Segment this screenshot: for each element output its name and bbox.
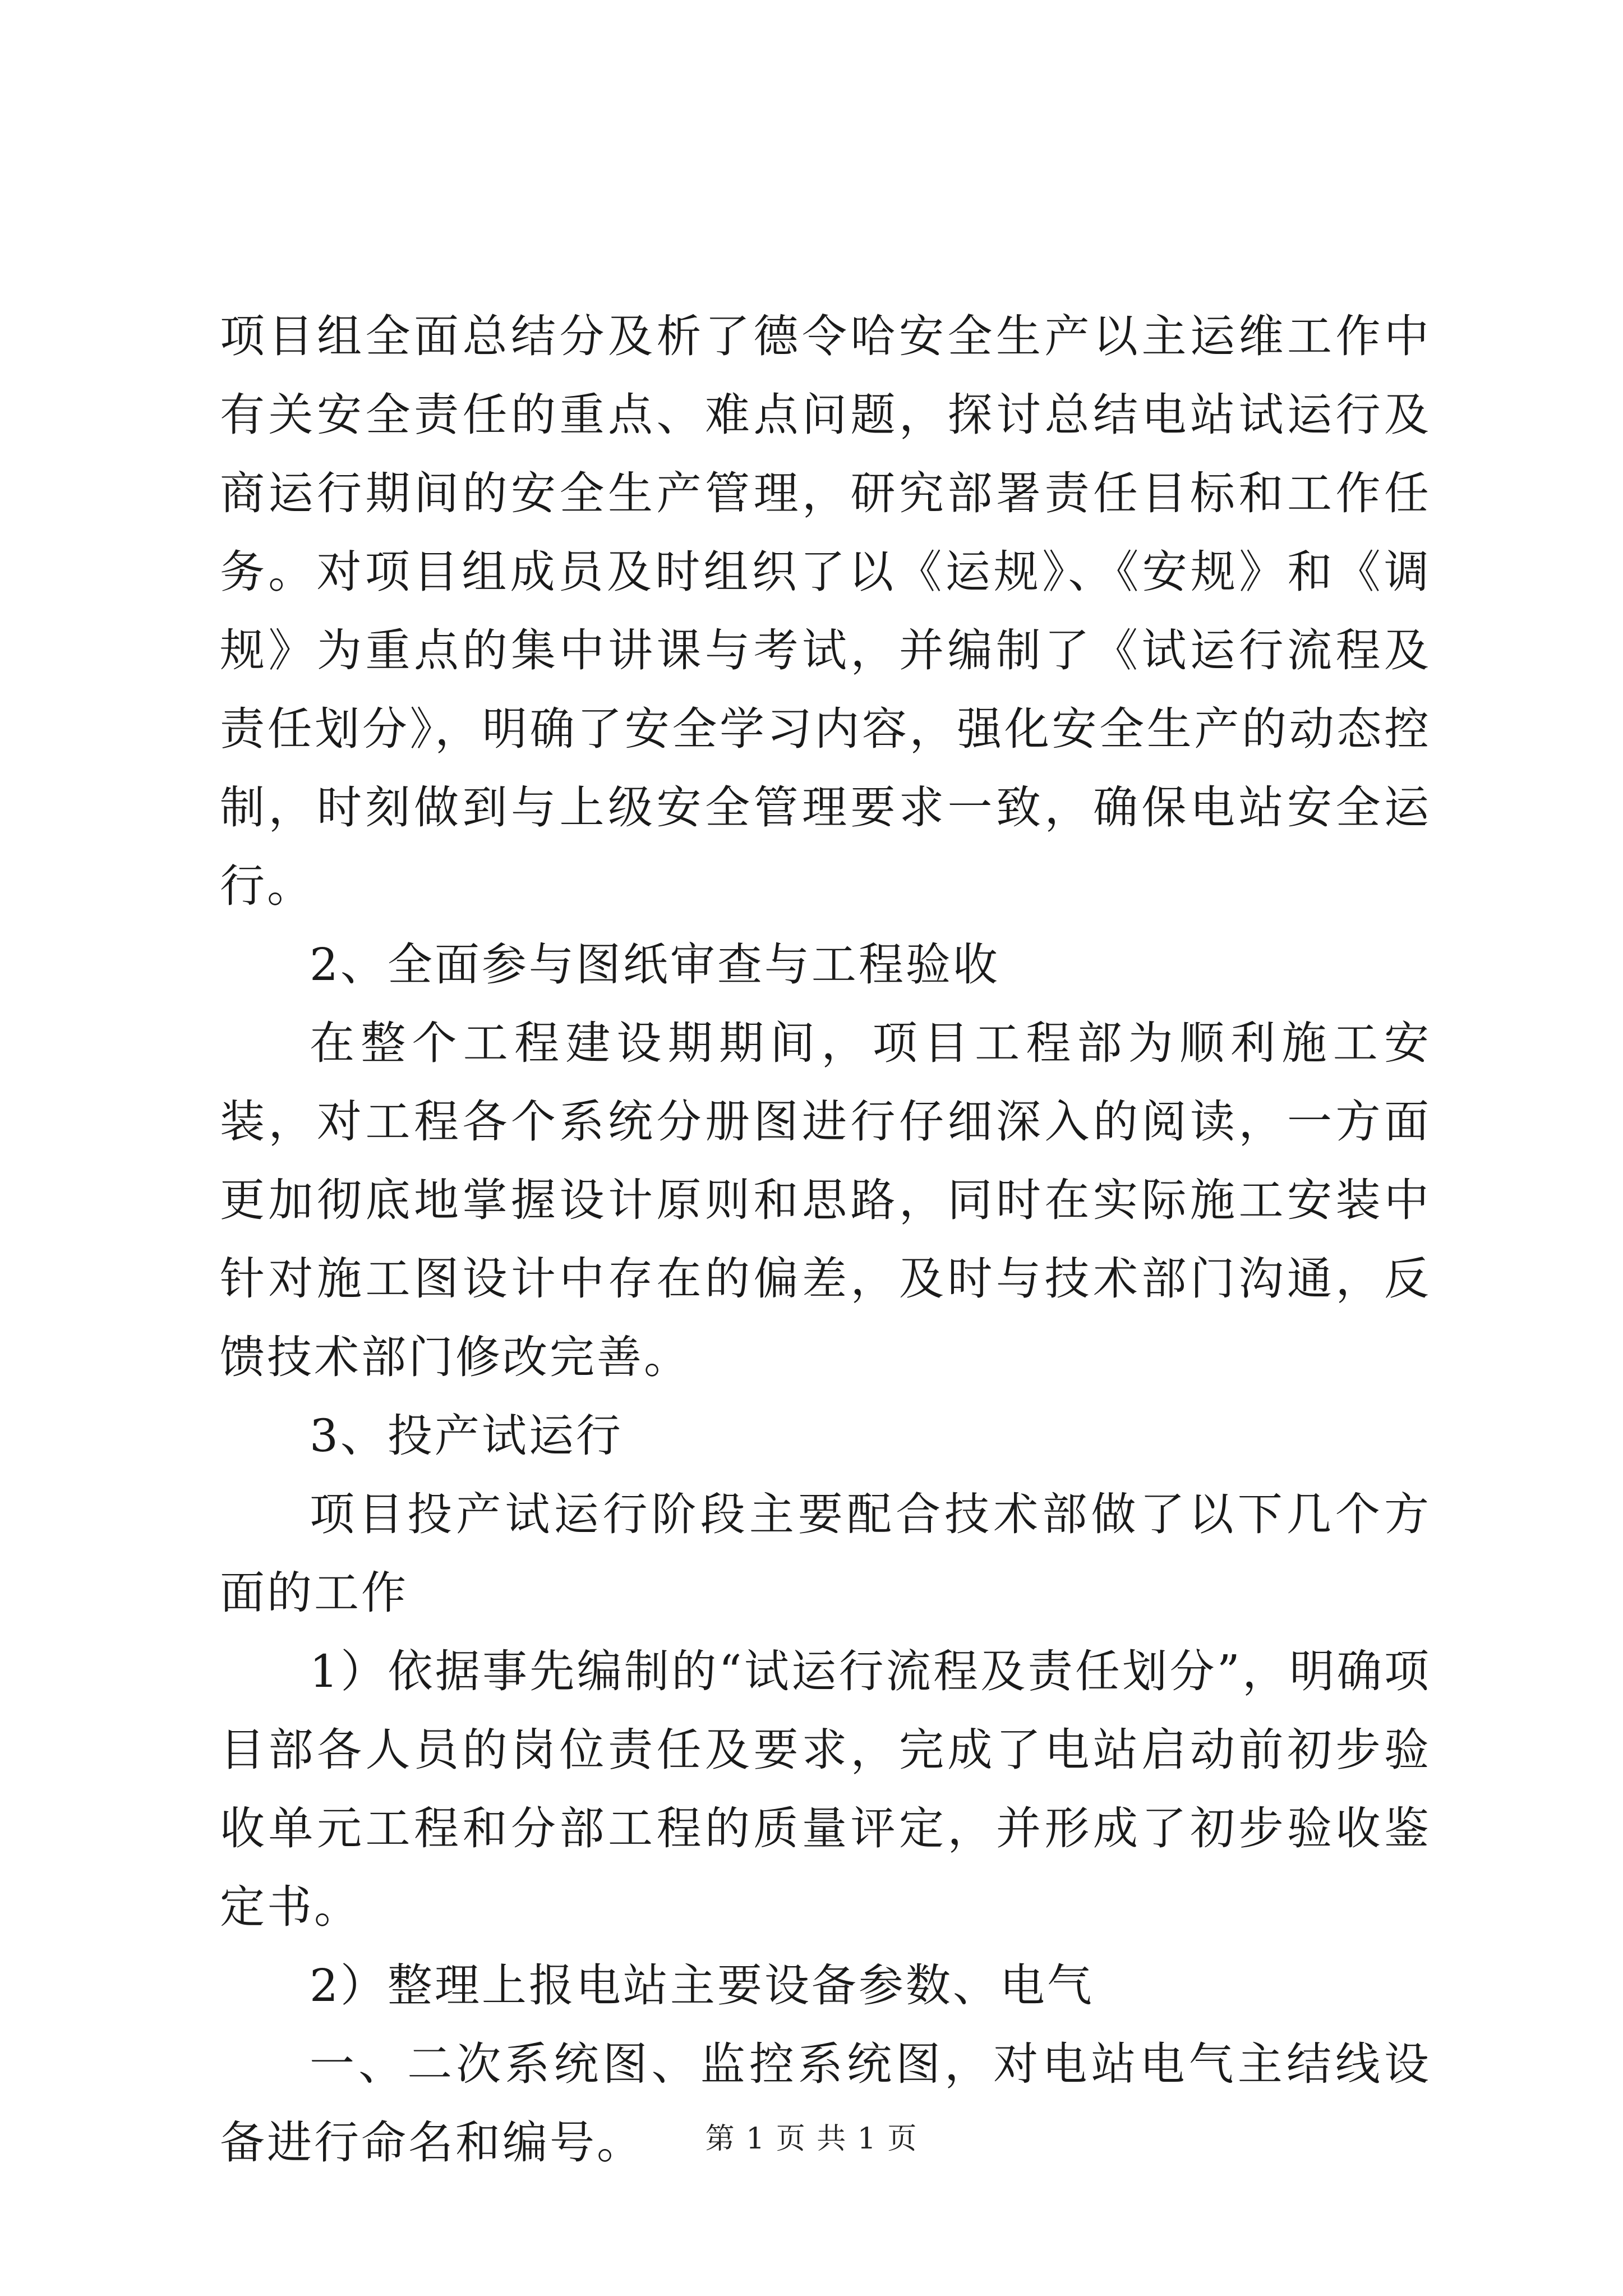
document-body: [220, 297, 1431, 2182]
list-item-2: 2）整理上报电站主要设备参数、电气: [310, 1959, 1094, 2012]
section-heading-2: 2、全面参与图纸审查与工程验收: [310, 938, 1000, 991]
paragraph-8: 一、二次系统图、监控系统图，对电站电气主结线设备进行命名和编号。: [220, 2038, 1431, 2169]
paragraph-1: 项目组全面总结分及析了德令哈安全生产以主运维工作中有关安全责任的重点、难点问题，探讨总结电站试运行及商运行期间的安全生产管理，研究部署责任目标和工作任务。对项目组成员及时组织了以《运规》、《安规》和《调规》为重点的集中讲课与考试，并编制了《试运行流程及责任划分》，明确了安全学习内容，强化安全生产的动态控制，时刻做到与上级安全管理要求一致，确保电站安全运行。: [220, 310, 1431, 912]
list-item-1: 1）依据事先编制的“试运行流程及责任划分”，明确项目部各人员的岗位责任及要求，完成了电站启动前初步验收单元工程和分部工程的质量评定，并形成了初步验收鉴定书。: [220, 1645, 1431, 1933]
section-heading-3: 3、投产试运行: [310, 1410, 623, 1462]
page-footer: 第 1 页 共 1 页: [705, 2122, 918, 2156]
paragraph-3: 在整个工程建设期期间，项目工程部为顺利施工安装，对工程各个系统分册图进行仔细深入的阅读，一方面更加彻底地掌握设计原则和思路，同时在实际施工安装中针对施工图设计中存在的偏差，及时与技术部门沟通，反馈技术部门修改完善。: [220, 1017, 1431, 1383]
paragraph-5: 项目投产试运行阶段主要配合技术部做了以下几个方面的工作: [220, 1488, 1431, 1619]
